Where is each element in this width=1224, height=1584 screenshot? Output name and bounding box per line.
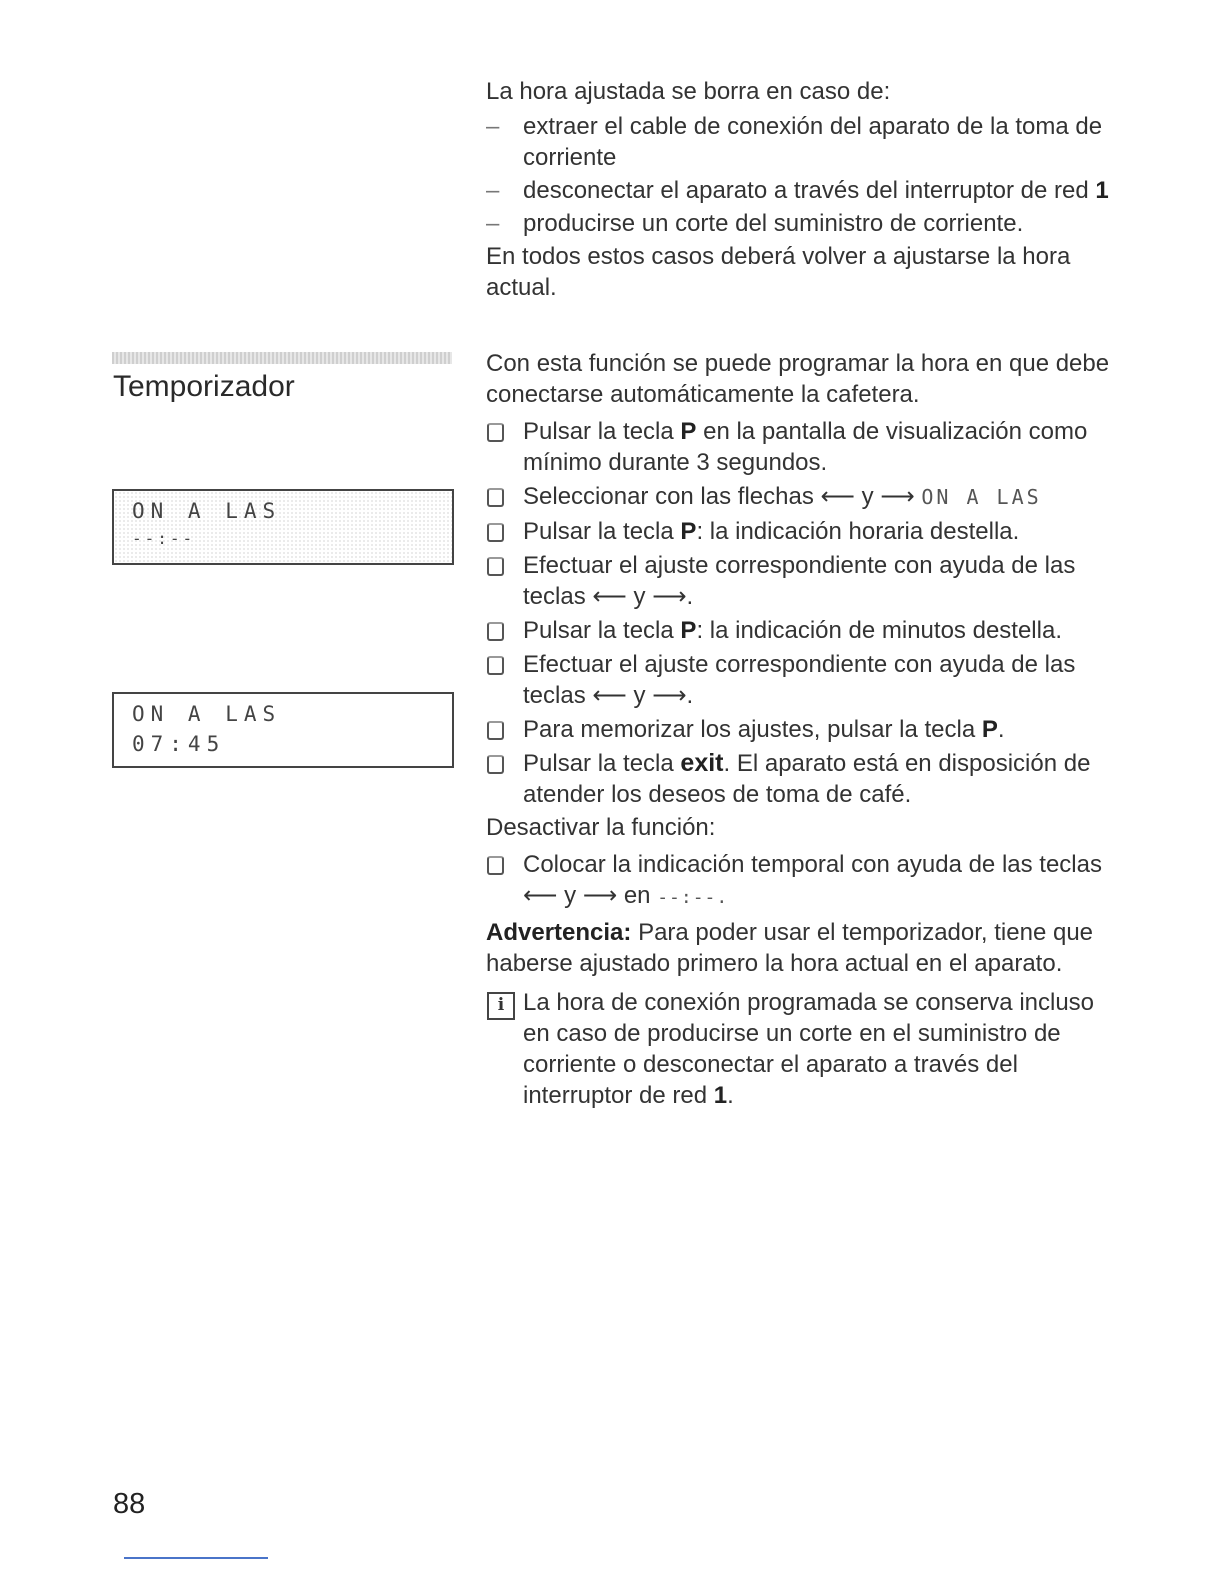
warning: [486, 917, 1116, 979]
step-text: en la pantalla de visualización como mínimo durante 3 segundos.: [523, 418, 1088, 476]
step-item: [486, 416, 1116, 478]
key-exit: exit: [680, 749, 724, 777]
step-text: Pulsar la tecla: [523, 617, 674, 644]
dash-bullet: –: [486, 177, 500, 204]
lcd-display-2: [112, 692, 454, 768]
dash-bullet: –: [486, 210, 500, 237]
page-number: 88: [113, 1488, 146, 1520]
step-text: . El aparato está en disposición de atender los deseos de toma de café.: [523, 750, 1091, 808]
checkbox-icon: [487, 656, 504, 675]
step-text: y: [861, 483, 874, 510]
step-text: Efectuar el ajuste correspondiente con ayuda de las teclas: [523, 651, 1076, 709]
warning-text: Para poder usar el temporizador, tiene que haberse ajustado primero la hora actual en el aparato.: [486, 919, 1094, 977]
step-text: Pulsar la tecla: [523, 518, 674, 545]
reference-number: 1: [1095, 177, 1109, 204]
list-item: [486, 208, 1116, 239]
list-item: [486, 111, 1116, 173]
list-item-text: producirse un corte del suministro de corriente.: [523, 210, 1024, 237]
arrow-left-icon: ⟵: [820, 483, 855, 510]
step-text: Pulsar la tecla: [523, 750, 674, 777]
checkbox-icon: [487, 856, 504, 875]
step-text: Para memorizar los ajustes, pulsar la tecla: [523, 716, 976, 743]
intro-lead: La hora ajustada se borra en caso de:: [486, 78, 891, 105]
checkbox-icon: [487, 622, 504, 641]
lcd-line-1: ON A LAS: [132, 702, 282, 726]
info-icon: i: [487, 992, 515, 1020]
list-item: [486, 175, 1116, 206]
intro-closing: En todos estos casos deberá volver a ajustarse la hora actual.: [486, 243, 1071, 301]
display-text: --:--.: [657, 887, 729, 908]
info-note: [486, 987, 1116, 1111]
step-text: .: [686, 583, 694, 610]
warning-label: Advertencia:: [486, 919, 632, 946]
step-item: [486, 849, 1116, 913]
step-item: [486, 481, 1116, 513]
step-text: Efectuar el ajuste correspondiente con ayuda de las teclas: [523, 552, 1076, 610]
reference-number: 1: [713, 1082, 728, 1109]
arrow-right-icon: ⟶: [652, 682, 687, 709]
arrow-left-icon: ⟵: [592, 583, 627, 610]
checkbox-icon: [487, 721, 504, 740]
dash-bullet: –: [486, 113, 500, 140]
body-lead: Con esta función se puede programar la hora en que debe conectarse automáticamente la cafetera.: [486, 350, 1110, 408]
note-text: .: [727, 1082, 734, 1109]
checkbox-icon: [487, 488, 504, 507]
step-text: .: [686, 682, 694, 709]
key-p: P: [680, 617, 697, 644]
step-item: [486, 649, 1116, 711]
step-text: y: [633, 682, 646, 709]
step-item: [486, 714, 1116, 745]
arrow-right-icon: ⟶: [582, 882, 618, 909]
step-text: y: [564, 882, 577, 909]
arrow-right-icon: ⟶: [652, 583, 687, 610]
step-item: [486, 516, 1116, 547]
section-title: Temporizador: [113, 370, 295, 403]
arrow-left-icon: ⟵: [523, 882, 558, 909]
note-text: La hora de conexión programada se conserva incluso en caso de producirse un corte en el suministro de corriente o desconectar el aparato a través del interruptor de red: [523, 989, 1095, 1109]
step-item: [486, 550, 1116, 612]
timer-instructions: [486, 348, 1116, 1111]
footer-rule: [124, 1557, 268, 1559]
lcd-line-2: --:--: [132, 529, 196, 548]
step-text: : la indicación de minutos destella.: [696, 617, 1062, 644]
list-item-text: extraer el cable de conexión del aparato de la toma de corriente: [523, 113, 1103, 171]
heading-bar: [112, 352, 452, 364]
display-text: ON A LAS: [921, 485, 1042, 509]
step-item: [486, 615, 1116, 646]
key-p: P: [981, 716, 998, 743]
checkbox-icon: [487, 557, 504, 576]
arrow-left-icon: ⟵: [592, 682, 627, 709]
lcd-display-1: [112, 489, 454, 565]
checkbox-icon: [487, 423, 504, 442]
step-text: .: [997, 716, 1005, 743]
step-text: en: [623, 882, 651, 909]
arrow-right-icon: ⟶: [880, 483, 915, 510]
step-text: y: [633, 583, 646, 610]
intro-block: [486, 76, 1116, 303]
step-text: Pulsar la tecla: [523, 418, 674, 445]
list-item-text: desconectar el aparato a través del interruptor de red: [523, 177, 1089, 204]
checkbox-icon: [487, 523, 504, 542]
deactivate-lead: Desactivar la función:: [486, 814, 716, 841]
lcd-line-2: 07:45: [132, 732, 226, 756]
key-p: P: [680, 418, 697, 445]
lcd-line-1: ON A LAS: [132, 499, 282, 523]
checkbox-icon: [487, 755, 504, 774]
step-item: [486, 748, 1116, 810]
step-text: Seleccionar con las flechas: [523, 483, 814, 510]
key-p: P: [680, 518, 697, 545]
step-text: : la indicación horaria destella.: [696, 518, 1020, 545]
step-text: Colocar la indicación temporal con ayuda de las teclas: [523, 851, 1102, 878]
